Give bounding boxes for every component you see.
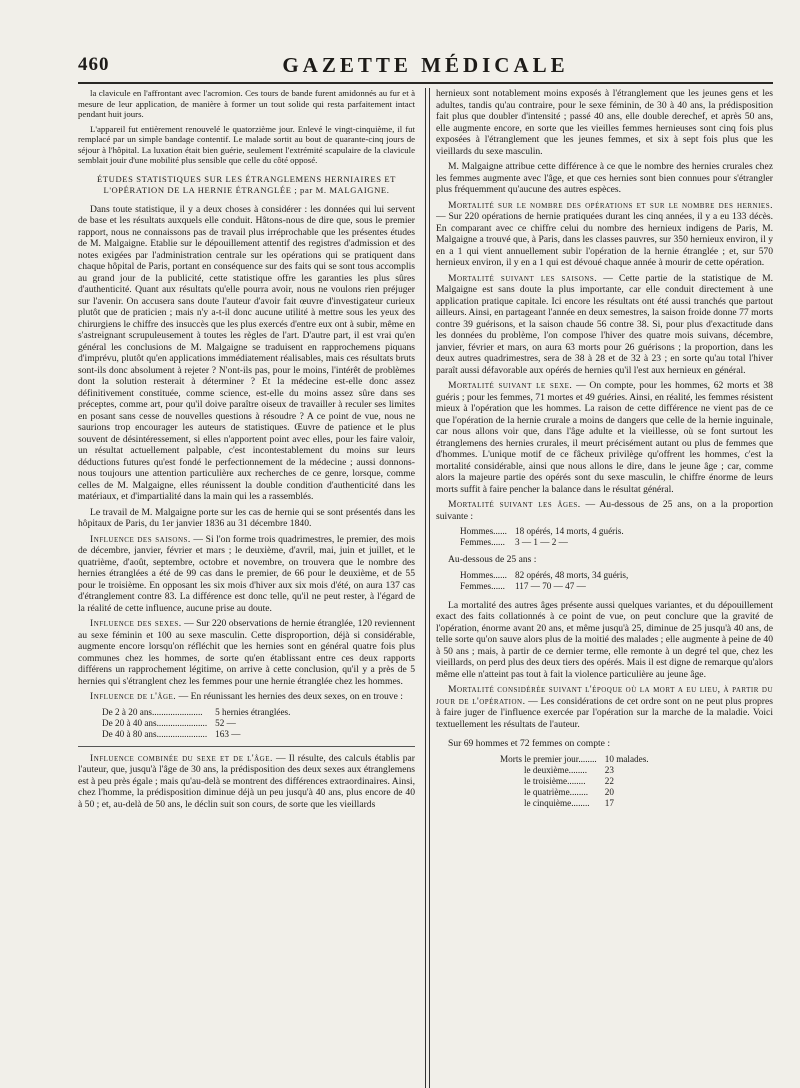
table-row: De 20 à 40 ans...................... 52 — <box>102 717 236 728</box>
table-row: Hommes...... 82 opérés, 48 morts, 34 guéris, <box>460 569 629 580</box>
divider <box>78 746 415 747</box>
table-row: le quatrième........ 20 <box>524 786 614 797</box>
paragraph: Influence de l'âge. — En réunissant les hernies des deux sexes, on en trouve : <box>90 691 403 702</box>
under-25-table <box>456 526 628 548</box>
paragraph: Au-dessous de 25 ans : <box>448 554 537 565</box>
paragraph: La mortalité des autres âges présente aussi quelques variantes, et du dépouillement exact des faits collationnés à ce point de vue, on peut conclure que la gravité de l'opération, énorme avant 20 ans, et même jusqu'à 25, diminue de 25 jusqu'à 40 ans, de telle sorte qu'on sauve alors plus de la moitié des malades ; elle augmente à peine de 40 à 50 ans ; mais, à partir de ce dernier terme, elle remonte à un degré tel que, chez les vieillards, on perd plus des deux tiers des opérés. Mais il est digne de remarque qu'alors même elle n'atteint pas tout à fait la violence particulière au jeune âge. <box>436 599 773 680</box>
page-number: 460 <box>78 54 110 75</box>
paragraph: Mortalité suivant les âges. — Au-dessous de 25 ans, on a la proportion suivante : <box>436 499 773 522</box>
column-rule <box>429 88 430 1088</box>
paragraph: Influence des sexes. — Sur 220 observations de hernie étranglée, 120 reviennent au sexe féminin et 100 au sexe masculin. Cette disproportion, déjà si considérable, augmente encore lorsqu'on réfléchit que les hernies sont en général quatre fois plus communes chez les hommes, de sorte qu'en établissant entre ces deux rapports différens un rapprochement légitime, on arrive à cette conclusion, qu'il y a près de 5 hernies qui s'étranglent chez les femmes pour une hernie étranglée chez les hommes. <box>78 618 415 687</box>
paragraph: Mortalité sur le nombre des opérations et sur le nombre des hernies. — Sur 220 opérations de hernie pratiquées durant les cinq années, il y a eu 133 décès. En comparant avec ce chiffre celui du nombre des hernieux indigens de Paris, M. Malgaigne a trouvé que, à Paris, dans les classes pauvres, sur 350 hernieux environ, il y en a 1 qui vient annuellement subir l'opération de la hernie étranglée ; et, sur 570 hernieux environ, il y en a 1 qui est dévoué chaque année à mourir de cette opération. <box>436 199 773 268</box>
death-day-table <box>496 754 653 809</box>
paragraph: Le travail de M. Malgaigne porte sur les cas de hernie qui se sont présentés dans les hôpitaux de Paris, du 1er janvier 1836 au 31 décembre 1840. <box>78 506 415 529</box>
paragraph: la clavicule en l'affrontant avec l'acromion. Ces tours de bande furent amidonnés au fur et à mesure de leur application, de manière à former un tout solide qui resta parfaitement intact pendant huit jours. <box>78 88 415 119</box>
section-head: Influence combinée du sexe et de l'âge. <box>90 752 273 764</box>
journal-title: GAZETTE MÉDICALE <box>282 53 569 77</box>
section-head: Mortalité considérée suivant l'époque où la mort a eu lieu, à partir du jour de l'opération. <box>436 684 773 707</box>
paragraph: Mortalité suivant les saisons. — Cette partie de la statistique de M. Malgaigne est sans doute la plus importante, car elle conduit directement à une application pratique capitale. Ici encore les résultats ont été aussi tranchés que partout ailleurs. Ainsi, en partageant l'année en deux semestres, la saison froide donne 77 morts contre 39 guérisons, et la saison chaude 56 contre 38. Si, pour plus d'exactitude dans les données du problème, l'on compose l'hiver des quatre mois suivans, décembre, janvier, février et mars, on aura 63 morts pour 26 guérisons ; la proportion, dans les deux autres quadrimestres, sera de 38 à 28 et de 32 à 23 ; en sorte qu'au total l'hiver paraît aussi défavorable aux opérés de hernies qu'il l'est aux hernieux en général. <box>436 272 773 376</box>
section-head: Mortalité suivant les âges. <box>448 499 581 510</box>
table-row: Femmes...... 3 — 1 — 2 — <box>460 537 568 547</box>
paragraph: Influence combinée du sexe et de l'âge. — Il résulte, des calculs établis par l'auteur, que, jusqu'à l'âge de 30 ans, la prédisposition des deux sexes aux étranglemens est à peu près égale ; mais qu'au-delà se montrent des différences extraordinaires. Ainsi, chez l'homme, la prédisposition diminue déjà un peu jusqu'à 40 ans, plus encore de 40 à 50 ; et, au-delà de 50 ans, le déclin suit son cours, de sorte que les vieillards <box>78 752 415 810</box>
table-row: le cinquième........ 17 <box>524 797 614 808</box>
table-row: Morts le premier jour........ 10 malades. <box>500 753 649 764</box>
column-rule <box>425 88 426 1088</box>
paragraph: hernieux sont notablement moins exposés à l'étranglement que les jeunes gens et les adultes, tandis qu'au contraire, pour le sexe féminin, de 30 à 40 ans, la prédisposition fait plus que doubler d'intensité ; passé 40 ans, elle double derechef, et après 50 ans, elle augmente encore, en sorte que les vieilles femmes hernieuses sont cinq fois plus exposées à l'étranglement que les jeunes femmes, et six à sept fois plus que les vieillards du sexe masculin. <box>436 88 773 157</box>
age-table <box>98 707 294 740</box>
section-head: Influence de l'âge. <box>90 691 177 702</box>
paragraph: M. Malgaigne attribue cette différence à ce que le nombre des hernies crurales chez les femmes augmente avec l'âge, et que ces hernies sont bien connues pour s'étrangler plus fréquemment qu'aucune des autres espèces. <box>436 161 773 195</box>
newspaper-page <box>78 48 773 810</box>
table-row: De 2 à 20 ans...................... 5 hernies étranglées. <box>102 706 291 717</box>
paragraph: L'appareil fut entièrement renouvelé le quatorzième jour. Enlevé le vingt-cinquième, il fut remplacé par un simple bandage contentif. Le malade sortit au bout de quarante-cinq jours de séjour à l'hôpital. La luxation était bien guérie, seulement l'extrémité scapulaire de la clavicule semblait jouir d'une mobilité plus sensible que celle du côté opposé. <box>78 123 415 165</box>
paragraph: Mortalité considérée suivant l'époque où la mort a eu lieu, à partir du jour de l'opération. — Les considérations de cet ordre sont on ne peut plus propres à faire juger de l'influence exercée par l'opération sur la marche de la maladie. Voici textuellement les résultats de l'auteur. <box>436 684 773 730</box>
left-column <box>78 88 415 1088</box>
paragraph: Mortalité suivant le sexe. — On compte, pour les hommes, 62 morts et 38 guéris ; pour les femmes, 71 mortes et 49 guéries. Ainsi, en réalité, les femmes résistent mieux à l'opération que les hommes. La raison de cette différence ne vient pas de ce que l'opération de la hernie crurale a moins de dangers que celle de la hernie inguinale, car nous allons voir que, dans l'âge adulte et la vieillesse, où se font surtout les étranglemens des hernies crurales, il meurt précisément autant ou plus de femmes que d'hommes. L'unique motif de ce fâcheux privilège qu'offrent les hommes, c'est la mortalité considérable, ainsi que nous allons le dire, dans le jeune âge ; car, comme alors la majeure partie des opérés sont du sexe masculin, le chiffre énorme de leurs morts suffit à faire pencher la balance dans le résultat général. <box>436 380 773 495</box>
paragraph: Influence des saisons. — Si l'on forme trois quadrimestres, le premier, des mois de décembre, janvier, février et mars ; le deuxième, d'avril, mai, juin et juillet, et le quatrième, d'août, septembre, octobre et novembre, on trouvera que le nombre des hernies étranglées a été de 99 cas dans le premier, de 66 pour le deuxième, et de 55 pour le troisième. En opposant les six mois d'hiver aux six mois d'été, on aura 137 cas d'étranglement contre 83. La différence est donc telle, qu'il ne peut rester, à l'égard de la réalité de cette influence, aucune prise au doute. <box>78 533 415 614</box>
section-head: Mortalité sur le nombre des opérations et sur le nombre des hernies. <box>448 199 773 211</box>
article-title: ÉTUDES STATISTIQUES SUR LES ÉTRANGLEMENS HERNIAIRES ET L'OPÉRATION DE LA HERNIE ÉTRANGLÉE ; par M. MALGAIGNE. <box>96 173 397 195</box>
section-head: Mortalité suivant les saisons. <box>448 272 598 284</box>
page-header <box>78 48 773 84</box>
table-row: Hommes...... 18 opérés, 14 morts, 4 guéris. <box>460 526 624 536</box>
table-row: Femmes...... 117 — 70 — 47 — <box>460 580 586 591</box>
paragraph: Sur 69 hommes et 72 femmes on compte : <box>448 738 611 749</box>
table-row: le troisième........ 22 <box>524 775 614 786</box>
table-row: le deuxième........ 23 <box>524 764 614 775</box>
section-head: Influence des saisons. <box>90 533 191 545</box>
table-row: De 40 à 80 ans...................... 163 — <box>102 728 241 739</box>
right-column <box>436 88 773 1088</box>
paragraph: Dans toute statistique, il y a deux choses à considérer : les données qui lui servent de base et les résultats auxquels elle conduit. Hâtons-nous de dire que, sous le premier rapport, nous ne connaissons pas de travail plus irréprochable que les présentes études de M. Malgaigne. Etablie sur le dépouillement attentif des registres d'admission et des notes exigées par l'administration centrale sur les opérations qui se pratiquent dans chaque hôpital de Paris, portant en conséquence sur des faits qui se sont tous accomplis au grand jour de la publicité, cette statistique offre les garanties les plus sûres d'authenticité. Quant aux résultats qu'elle pourra avoir, nous ne voulons rien préjuger sur l'avenir. On accusera sans doute l'auteur d'avoir fait œuvre d'investigateur curieux plutôt que de praticien ; mais n'y a-t-il donc aucune utilité à mettre sous les yeux des chirurgiens le chiffre des insuccès que les plus exercés d'entre eux ont à subir, même en s'astreignant scrupuleusement à toutes les règles de l'art. D'autre part, il est vrai qu'en général les conclusions de M. Malgaigne se traduisent en rapprochemens piquans d'imprévu, plutôt qu'en applications immédiatement réalisables, mais ces résultats bruts sont-ils donc absolument à rejeter ? N'ont-ils pas, pour le moins, l'intérêt de problèmes dont la solution resterait à déterminer ? Et la médecine est-elle donc assez définitivement constituée, comme science, est-elle du moins assez sûre dans ses préceptes, comme art, pour qu'il doive paraître oiseux de travailler à reculer ses limites en posant sans cesse de nouvelles questions à résoudre ? A ce point de vue, nous ne saurions trop encourager les auteurs de statistiques. Œuvre de patience et le plus souvent de désintéressement, si elles n'apportent point avec elles, pour les faire valoir, un résultat actuellement palpable, c'est incontestablement du moins sur leurs déductions futures qu'est fondé le perfectionnement de la médecine ; aussi donnons-nous toujours une attention particulière aux recherches de ce genre, lorsque, comme celles de M. Malgaigne, elles réunissent la double condition d'authenticité dans les matériaux, et d'impartialité dans la main qui les a rassemblés. <box>78 203 415 502</box>
article-columns <box>78 88 773 1088</box>
over-25-table <box>456 570 632 592</box>
section-head: Mortalité suivant le sexe. <box>448 380 573 391</box>
section-head: Influence des sexes. <box>90 618 182 629</box>
